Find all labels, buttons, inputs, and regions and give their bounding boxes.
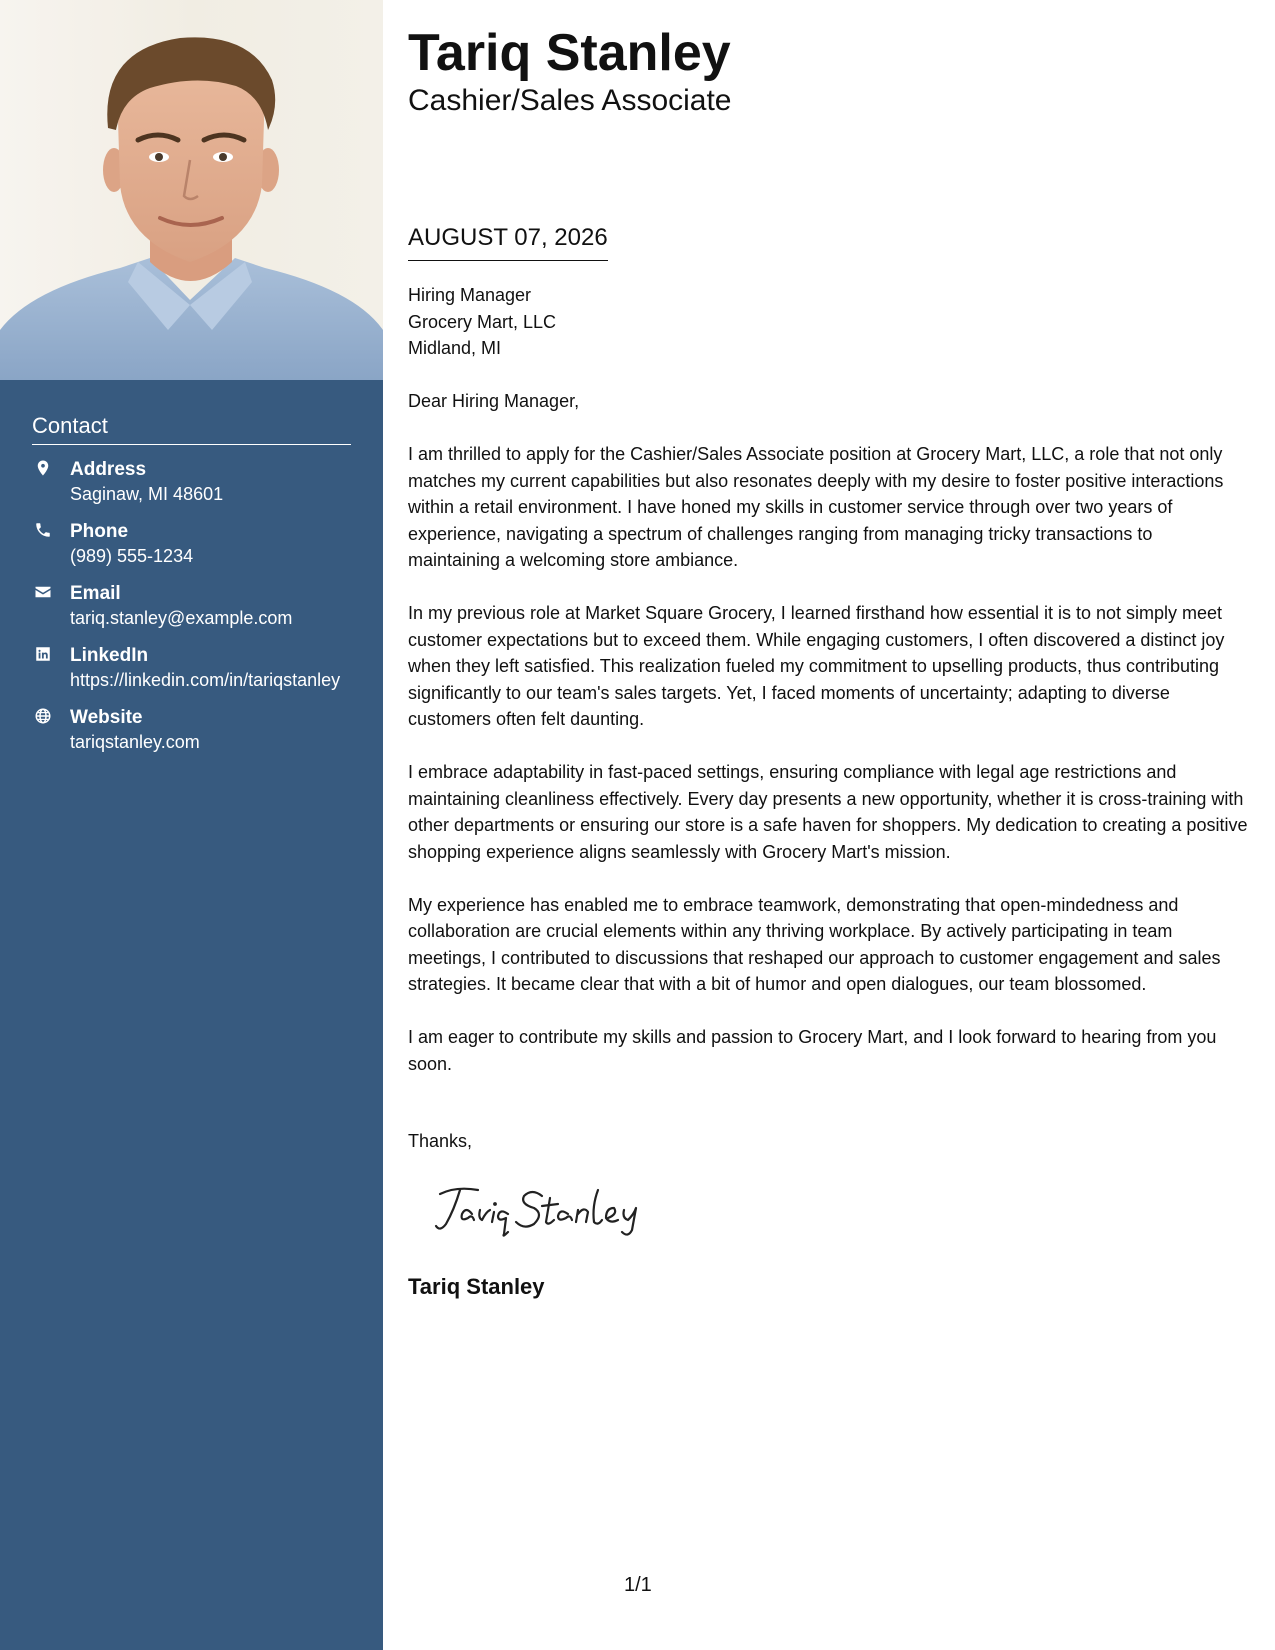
letter-body xyxy=(408,388,1248,1104)
profile-photo xyxy=(0,0,383,380)
recipient-line: Grocery Mart, LLC xyxy=(408,311,557,332)
job-title: Cashier/Sales Associate xyxy=(408,84,732,117)
contact-phone xyxy=(32,519,351,569)
contact-email xyxy=(32,581,351,631)
signer-name: Tariq Stanley xyxy=(408,1274,545,1299)
contact-linkedin xyxy=(32,643,351,693)
applicant-name: Tariq Stanley xyxy=(408,24,731,82)
globe-icon xyxy=(34,707,52,725)
signature-image xyxy=(432,1180,662,1240)
contact-section xyxy=(32,412,351,767)
recipient-block xyxy=(408,282,556,362)
letter-paragraph: I embrace adaptability in fast-paced settings, ensuring compliance with legal age restrictions and maintaining cleanliness effectively. Every day presents a new opportunity, whether it is cross-training with other departments or ensuring our store is a safe haven for shoppers. My dedication to creating a positive shopping experience aligns seamlessly with Grocery Mart's mission. xyxy=(408,762,1248,862)
phone-icon xyxy=(34,521,52,539)
phone-value[interactable]: (989) 555-1234 xyxy=(70,546,194,566)
map-pin-icon xyxy=(34,459,52,477)
email-value[interactable]: tariq.stanley@example.com xyxy=(70,608,293,628)
contact-website xyxy=(32,705,351,755)
phone-label: Phone xyxy=(70,521,129,542)
letter-date: AUGUST 07, 2026 xyxy=(408,222,608,261)
salutation: Dear Hiring Manager, xyxy=(408,391,580,411)
contact-address xyxy=(32,457,351,507)
website-value[interactable]: tariqstanley.com xyxy=(70,732,200,752)
contact-heading: Contact xyxy=(32,412,351,445)
website-label: Website xyxy=(70,707,143,728)
page-number: 1/1 xyxy=(624,1574,652,1596)
linkedin-value[interactable]: https://linkedin.com/in/tariqstanley xyxy=(70,670,341,690)
address-label: Address xyxy=(70,459,147,480)
recipient-line: Hiring Manager xyxy=(408,285,532,305)
sidebar xyxy=(0,0,383,1650)
envelope-icon xyxy=(34,583,52,601)
letter-paragraph: In my previous role at Market Square Grocery, I learned firsthand how essential it is to not simply meet customer expectations but to exceed them. While engaging customers, I often discovered a distinct joy when they left satisfied. This realization fueled my commitment to upselling products, thus contributing significantly to our team's sales targets. Yet, I faced moments of uncertainty; adapting to diverse customers often felt daunting. xyxy=(408,603,1225,729)
linkedin-label: LinkedIn xyxy=(70,645,149,666)
email-label: Email xyxy=(70,583,121,604)
letter-paragraph: I am eager to contribute my skills and passion to Grocery Mart, and I look forward to hearing from you soon. xyxy=(408,1027,1217,1074)
linkedin-icon xyxy=(34,645,52,663)
letter-paragraph: My experience has enabled me to embrace teamwork, demonstrating that open-mindedness and collaboration are crucial elements within any thriving workplace. By actively participating in team meetings, I contributed to discussions that reshaped our approach to customer engagement and sales strategies. It became clear that with a bit of humor and open dialogues, our team blossomed. xyxy=(408,894,1221,994)
address-value: Saginaw, MI 48601 xyxy=(70,484,224,504)
letter-paragraph: I am thrilled to apply for the Cashier/Sales Associate position at Grocery Mart, LLC, a role that not only matches my current capabilities but also resonates deeply with my desire to foster positive interactions within a retail environment. I have honed my skills in customer service through over two years of experience, navigating a spectrum of challenges ranging from managing tricky transactions to maintaining a welcoming store ambiance. xyxy=(408,444,1224,570)
recipient-line: Midland, MI xyxy=(408,338,502,358)
closing: Thanks, xyxy=(408,1131,473,1151)
